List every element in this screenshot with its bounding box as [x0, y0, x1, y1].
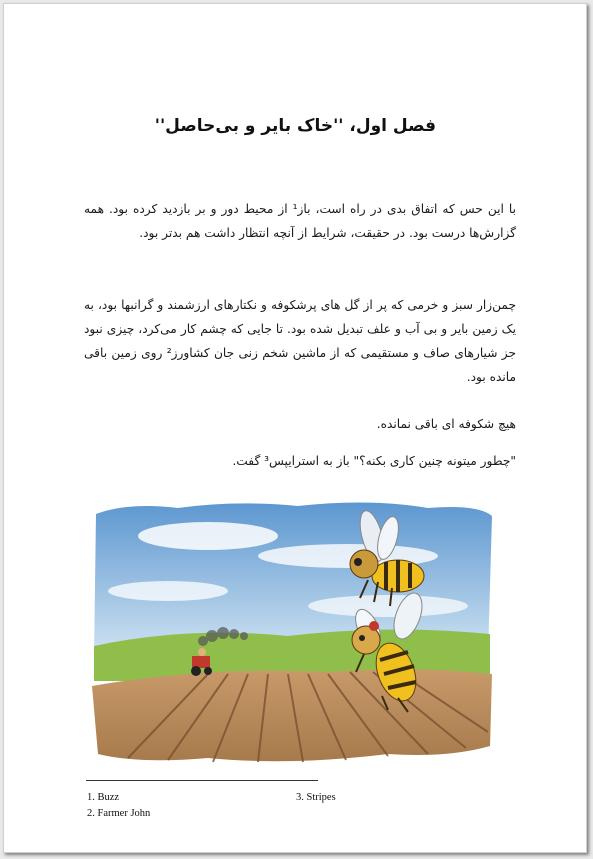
bees-over-plowed-field-illustration	[88, 496, 496, 768]
paragraph-3: هیچ شکوفه ای باقی نمانده.	[376, 417, 516, 431]
paragraph-1: با این حس که اتفاق بدی در راه است، باز¹ از محیط دور و بر بازدید کرده بود. همه گزارش‌ها درست بود. در حقیقت، شرایط از آنچه انتظار داشت هم بدتر بود.	[84, 202, 516, 240]
chapter-title: فصل اول، ''خاک بایر و بی‌حاصل''	[154, 116, 436, 136]
paragraph-4: "چطور میتونه چنین کاری بکنه؟" باز به استرایپس³ گفت.	[232, 454, 516, 468]
footnote-3: 3. Stripes	[296, 792, 336, 803]
footnote-separator	[86, 780, 318, 781]
document-page	[3, 3, 587, 853]
footnote-1: 1. Buzz	[87, 792, 120, 803]
footnote-2: 2. Farmer John	[87, 808, 151, 819]
paragraph-2: چمن‌زار سبز و خرمی که پر از گل های پرشکوفه و نکتارهای ارزشمند و گرانبها بود، به یک زمین بایر و بی آب و علف تبدیل شده بود. تا جایی که چشم کار می‌کرد، چیزی نبود جز شیارهای صاف و مستقیمی که از ماشین شخم زنی جان کشاورز² روی زمین باقی مانده بود.	[84, 298, 516, 384]
